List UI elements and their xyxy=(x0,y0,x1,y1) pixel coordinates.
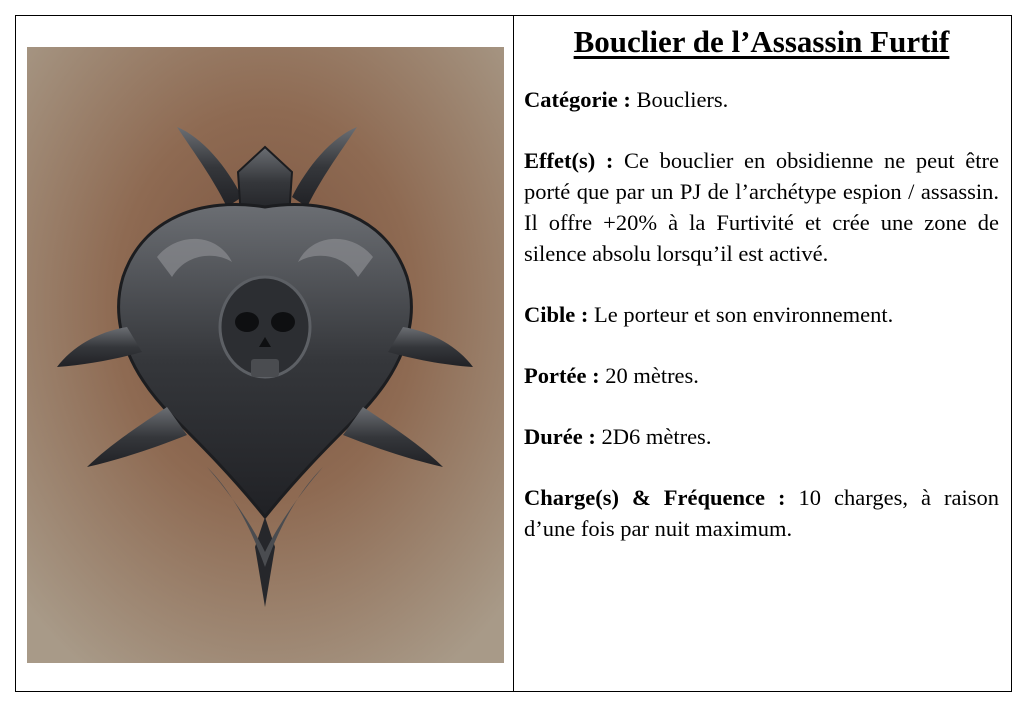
shield-icon xyxy=(27,47,504,663)
field-duration xyxy=(524,421,999,452)
details-panel xyxy=(514,16,1011,691)
item-card xyxy=(15,15,1012,692)
field-value: 10 charges, à raison d’une fois par nuit maximum. xyxy=(524,485,999,541)
field-value: 2D6 mètres. xyxy=(601,424,712,449)
field-value: Le porteur et son environnement. xyxy=(594,302,894,327)
card-title: Bouclier de l’Assassin Furtif xyxy=(573,24,950,59)
field-value: Ce bouclier en obsidienne ne peut être porté que par un PJ de l’archétype espion / assassin. Il offre +20% à la Furtivité et crée une zone de silence absolu lorsqu’il est activé. xyxy=(524,148,1000,266)
field-range xyxy=(524,360,999,391)
field-label: Portée : xyxy=(524,363,600,388)
field-label: Effet(s) : xyxy=(524,148,614,173)
field-value: 20 mètres. xyxy=(605,363,699,388)
field-effects xyxy=(524,145,999,269)
field-charges xyxy=(524,482,999,544)
field-category xyxy=(524,84,999,115)
field-value: Boucliers. xyxy=(636,87,729,112)
image-panel xyxy=(16,16,514,691)
field-target xyxy=(524,299,999,330)
field-label: Charge(s) & Fréquence : xyxy=(524,485,786,510)
field-label: Durée : xyxy=(524,424,596,449)
field-label: Catégorie : xyxy=(524,87,631,112)
field-label: Cible : xyxy=(524,302,589,327)
